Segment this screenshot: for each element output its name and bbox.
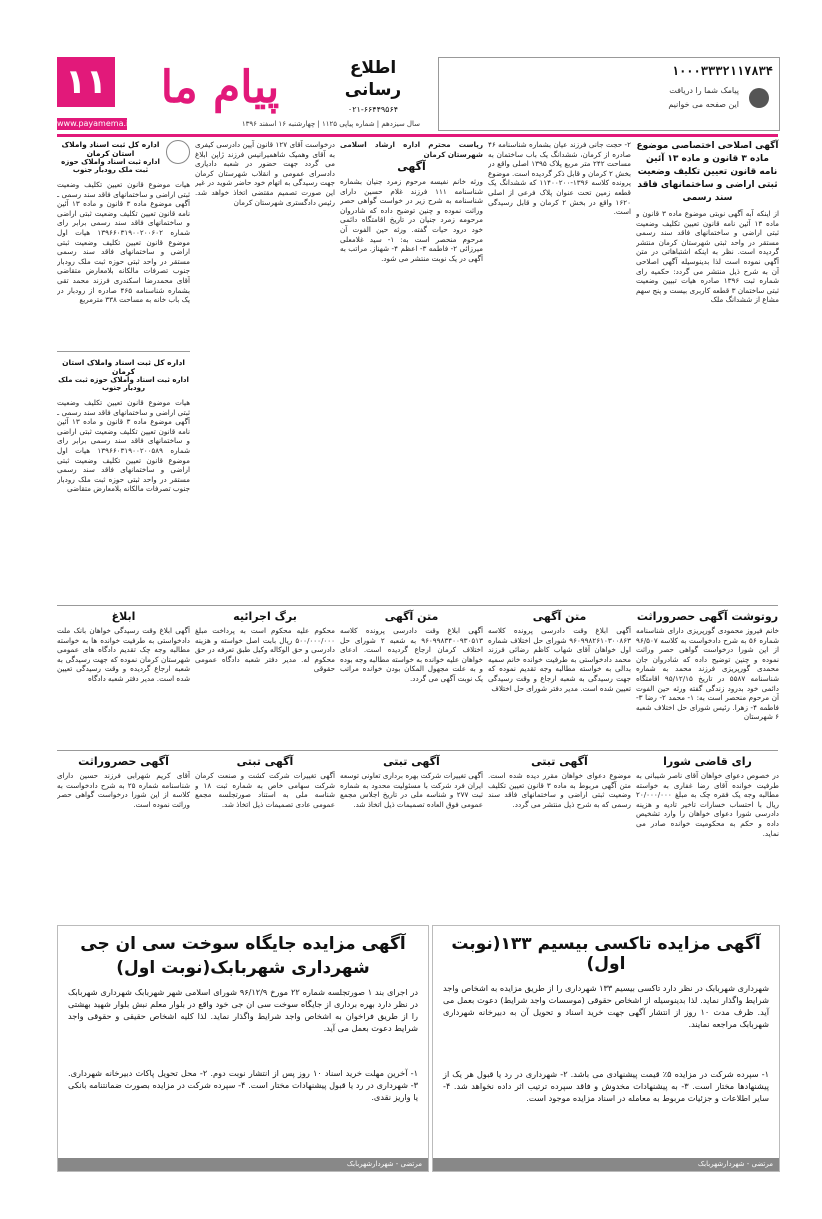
col5-body-1: هیات موضوع قانون تعیین تکلیف وضعیت ثبتی اراضی و ساختمانهای فاقد سند رسمی ـ آگهی موضوع ماده ۳ قانون و ماده ۱۳ آئین نامه قانون تعیین تکلیف وضعیت ثبتی اراضی و ساختمانهای فاقد سند رسمی برابر رای شماره ۱۳۹۶۶۰۳۱۹۰۰۲۰۰۶۰۲ هیات اول موضوع قانون تعیین تکلیف وضعیت ثبتی اراضی و ساختمانهای فاقد سند رسمی مستقر در واحد ثبتی حوزه ثبت ملک رودبار جنوب تصرفات مالکانه بلامعارض متقاضی آقای محمدرضا اسکندری فرزند محمد تقی بشماره شناسنامه ۴۶۵ صادره از رودبار در یک باب خانه به مساحت ۳۳۸ مترمربع <box>57 180 190 305</box>
cng-auction-sign: مرتضی - شهردارشهربابک <box>58 1158 428 1171</box>
registry-seal-icon <box>166 140 190 164</box>
col4-notice <box>195 140 335 600</box>
cng-auction-list: ۱- آخرین مهلت خرید اسناد ۱۰ روز پس از انتشار نوبت دوم. ۲- محل تحویل پاکات دبیرخانه شهرداری. ۳- شهرداری در رد یا قبول پیشنهادات مختار است. ۴- سپرده شرکت در مزایده بصورت ضمانتنامه بانکی یا واریز نقدی. <box>68 1068 418 1102</box>
mid-text-4: محکوم علیه محکوم است به پرداخت مبلغ ۵۰۰/۰۰۰/۰۰۰ ریال بابت اصل خواسته و هزینه دادرسی و حق الوکاله وکیل طبق تعرفه در حق محکوم له. مدیر دفتر شعبه دادگاه عمومی حقوقی <box>195 626 335 674</box>
col5-title-2: اداره کل ثبت اسناد واملاک استان کرمان <box>62 358 185 376</box>
sms-line-1: پیامک شما را دریافت <box>669 86 739 95</box>
sms-box <box>438 57 780 131</box>
third-text-4: آگهی تغییرات شرکت کشت و صنعت کرمان شرکت سهامی خاص به شماره ثبت ۱۸ و شناسه ملی به استناد صورتجلسه مجمع عمومی عادی تصمیمات ذیل اتخاذ شد. <box>195 771 335 809</box>
col5-subtitle-1: اداره ثبت اسناد واملاک حوزه ثبت ملک رودبار جنوب <box>61 158 160 174</box>
cng-auction-body: در اجرای بند ۱ صورتجلسه شماره ۲۲ مورخ ۹۶/۱۲/۹ شورای اسلامی شهر شهربابک شهرداری شهربابک در نظر دارد بهره برداری از جایگاه سوخت سی ان جی خود واقع در بلوار معلم نبش بلوار شهید بهشتی را از طریق فراخوان به اشخاص واجد شرایط واگذار نماید. لذا کلیه اشخاص حقیقی و حقوقی واجد شرایط دعوت بعمل می آید. <box>68 987 418 1033</box>
ad-info-title: اطلاع رسانی <box>344 58 402 100</box>
third-notice-1 <box>636 755 779 915</box>
mid-text-5: آگهی ابلاغ وقت رسیدگی خواهان بانک ملت دادخواستی به طرفیت خوانده ها به خواسته مطالبه وجه چک تقدیم دادگاه های عمومی شهرستان کرمان نموده که جهت رسیدگی به شعبه ارجاع گردیده و وقت رسیدگی تعیین شده است. مدیر دفتر شعبه دادگاه <box>57 626 190 683</box>
mid-title-4: برگ اجرائیه <box>233 610 297 623</box>
taxi-auction-title: آگهی مزایده تاکسی بیسیم ۱۳۳(نوبت اول) <box>451 934 761 974</box>
page-number: ۱۱ <box>57 57 115 107</box>
newspaper-logo: پیام ما <box>160 61 280 113</box>
third-title-2: آگهی تبتی <box>531 755 588 768</box>
ad-info-box <box>333 57 413 129</box>
sms-line-2: این صفحه می خوانیم <box>668 100 739 109</box>
col1-title: آگهی اصلاحی اختصاصی موضوع ماده ۳ قانون و ماده ۱۳ آئین نامه قانون تعیین تکلیف وضعیت ثبتی اراضی و ساختمانهای فاقد سند رسمی <box>636 141 779 203</box>
third-notice-2 <box>488 755 631 915</box>
website-url[interactable]: www.payamema.ir <box>57 119 132 128</box>
third-row-rule <box>57 750 778 751</box>
taxi-auction-sign: مرتضی - شهردارشهربابک <box>433 1158 779 1171</box>
third-notice-4 <box>195 755 335 915</box>
col1-body: از اینکه آبه آگهی نوبتی موضوع ماده ۳ قانون و ماده ۱۳ آئین نامه قانون تعیین تکلیف وضعیت ثبتی اراضی و ساختمانهای فاقد سند رسمی مستقر در واحد ثبتی شهرستان کرمان منتشر گردیده است. نظر به اینکه اشتباهاتی در متن آگهی نموده است لذا بدینوسیله آگهی اصلاحی آن به شرح ذیل منتشر می گردد: حکمیه رای شماره ثبت ۱۳۹۶ صادره هیات تبیین وضعیت ثبتی ساختمان ۳ قطعه کاربری بیست و پنج سهم مشاع از ششدانگ ملک <box>636 209 779 305</box>
third-title-1: رای قاضی شورا <box>663 755 752 768</box>
col3-header-right: ریاست محترم اداره ارشاد اسلامی شهرستان کرمان <box>340 140 483 159</box>
mid-row-rule <box>57 605 778 606</box>
mid-title-2: متن آگهی <box>532 610 587 623</box>
mid-notice-5 <box>57 610 190 745</box>
ad-info-phone: ۰۲۱-۶۶۴۴۹۵۶۴ <box>347 105 399 114</box>
col4-body: درخواست آقای ۱۲۷ قانون آیین دادرسی کیفری به آقای وهمیک شاهمیرانیس فرزند ژاپن ابلاغ می گردد جهت حضور در شعبه دادیاری دادسرای عمومی و انقلاب شهرستان کرمان جهت رسیدگی به اتهام خود حاضر شوید در غیر این صورت تصمیم مقتضی اتخاذ خواهد شد. رئیس دادگستری شهرستان کرمان <box>195 140 335 207</box>
third-text-5: آقای کریم شهرابی فرزند حسین دارای شناسنامه شماره ۲۵ به شرح دادخواست به کلاسه از این شورا درخواست گواهی حصر وراثت نموده است. <box>57 771 190 809</box>
mid-title-5: ابلاغ <box>111 610 136 623</box>
mid-title-3: متن آگهی <box>384 610 439 623</box>
taxi-auction-list: ۱- سپرده شرکت در مزایده ۵٪ قیمت پیشنهادی می باشد. ۲- شهرداری در رد یا قبول هر یک از پیشنهادها مختار است. ۳- به پیشنهادات مخدوش و فاقد سپرده ترتیب اثر داده نخواهد شد. ۴- سایر اطلاعات و جزئیات مربوط به معامله در اسناد مزایده موجود است. <box>443 1069 769 1103</box>
col3-body: ورثه خانم نفیسه مرحوم زمرد جنیان بشماره شناسنامه ۱۱۱ فرزند غلام حسین دارای شناسنامه به شرح زیر در خواست گواهی حصر وراثت نموده و چنین توضیح داده که شادروان مرحومه زمرد جنیان در تاریخ اقامتگاه دائمی خود درود حیات گفته. ورثه حین الفوت آن مرحوم منحصر است به: ۱- سید غلامعلی میرزائی ۲- فاطمه ۳- اعظم ۴- شهناز. مراتب به آگهی در یک نوبت منتشر می شود. <box>340 177 483 263</box>
mid-notice-3 <box>340 610 483 745</box>
mid-text-2: آگهی ابلاغ وقت دادرسی پرونده کلاسه ۹۶۰۹۹۸۲۶۱۰۳۰۰۸۶۳ شورای حل اختلاف شماره اول خواهان آقای شهاب کاظم رضائی فرزند محمد دادخواستی به طرفیت خوانده خانم سمیه بدالی به خواسته مطالبه وجه تقدیم نموده که جهت رسیدگی به شعبه ارجاع و وقت رسیدگی تعیین شده است. مدیر دفتر شورای حل اختلاف <box>488 626 631 693</box>
header-rule <box>57 134 778 137</box>
cng-auction-ad <box>57 925 429 1172</box>
taxi-auction-body: شهرداری شهربابک در نظر دارد تاکسی بیسیم ۱۳۳ شهرداری را از طریق مزایده به اشخاص واجد شرایط واگذار نماید. لذا بدینوسیله از اشخاص حقوقی (موسسات واجد شرایط) دعوت بعمل می آید. ظرف مدت ۱۰ روز از انتشار آگهی جهت خرید اسناد و تحویل آن به دبیرخانه شهرداری شهربابک مراجعه نمایند. <box>443 983 769 1029</box>
issue-line: سال سیزدهم | شماره پیاپی ۱۱۲۵ | چهارشنبه ۱۶ اسفند ۱۳۹۶ <box>241 120 420 128</box>
mid-notice-1 <box>636 610 779 745</box>
col2-body: ۲- حجت جانی فرزند عیان بشماره شناسنامه ۴۶ صادره از کرمان، ششدانگ یک باب ساختمان به مساحت ۲۴۲ متر مربع پلاک ۱۳۹۵ اصلی واقع در بخش ۲ کرمان و قابل ذکر گردیده است. موضوع پرونده کلاسه ۱۳۹۶-۱۱۴۰۰۲۰۰ که ششدانگ یک قطعه زمین تحت عنوان پلاک فرعی از اصلی ۱۶۲۰ واقع در بخش ۲ کرمان و قابل رسیدگی است. <box>488 140 631 217</box>
sms-number: ۱۰۰۰۳۳۳۲۱۱۷۸۳۴ <box>671 64 773 78</box>
third-text-2: موضوع دعوای خواهان مقرر دیده شده است. متن آگهی مربوط به ماده ۳ قانون تعیین تکلیف وضعیت ثبتی اراضی و ساختمانهای فاقد سند رسمی که به شرح ذیل منتشر می گردد. <box>488 771 631 809</box>
col3-header-left: آگهی <box>397 160 426 173</box>
taxi-auction-ad <box>432 925 780 1172</box>
third-title-5: آگهی حصروراثت <box>78 755 169 768</box>
col5-notices <box>57 140 190 600</box>
mid-notice-4 <box>195 610 335 745</box>
col5-body-2: هیات موضوع قانون تعیین تکلیف وضعیت ثبتی اراضی و ساختمانهای فاقد سند رسمی ـ آگهی موضوع ماده ۳ قانون و ماده ۱۳ آئین نامه قانون تعیین تکلیف وضعیت ثبتی اراضی و ساختمانهای فاقد سند رسمی برابر رای شماره ۱۳۹۶۶۰۳۱۹۰۰۲۰۰۵۸۹ هیات اول موضوع قانون تعیین تکلیف وضعیت ثبتی اراضی و ساختمانهای فاقد سند رسمی مستقر در واحد ثبتی حوزه ثبت ملک رودبار جنوب تصرفات مالکانه بلامعارض متقاضی <box>57 398 190 494</box>
third-title-3: آگهی تبتی <box>383 755 440 768</box>
sms-icon <box>749 88 769 108</box>
col5-subtitle-2: اداره ثبت اسناد واملاک حوزه ثبت ملک رودبار جنوب <box>58 376 189 392</box>
mid-title-1: روتوشت آگهی حصروراثت <box>636 610 779 623</box>
third-notice-5 <box>57 755 190 915</box>
col3-notice <box>340 140 483 600</box>
col1-notice <box>636 140 779 600</box>
col2-notice <box>488 140 631 600</box>
third-title-4: آگهی تبتی <box>236 755 294 768</box>
third-text-1: در خصوص دعوای خواهان آقای ناصر شیبانی به طرفیت خوانده آقای رضا غفاری به خواسته مطالبه وجه یک فقره چک به مبلغ ۲۰/۰۰۰/۰۰۰ ریال با احتساب خسارات تاخیر تادیه و هزینه دادرسی شورا دعوای خواهان را وارد تشخیص داده و حکم به محکومیت خوانده صادر می نماید. <box>636 771 779 838</box>
cng-auction-title: آگهی مزایده جایگاه سوخت سی ان جی شهرداری شهربابک(نوبت اول) <box>80 934 406 978</box>
mid-text-1: خانم فیروز محمودی گورپریزی دارای شناسنامه شماره ۵۶ به شرح دادخواست به کلاسه ۹۶/۵۰۷ از این شورا درخواست گواهی حصر وراثت نموده و چنین توضیح داده که شادروان جان محمدی گورپریزی فرزند محمد به شماره شناسنامه ۵۵۸۷ در تاریخ ۹۵/۱۲/۱۵ اقامتگاه دائمی خود بدرود زندگی گفته ورثه حین الفوت آن مرحوم منحصر است به: ۱- محمد ۲- رضا ۳- فاطمه ۴- زهرا. رئیس شورای حل اختلاف شعبه ۶ شهرستان <box>636 626 779 722</box>
third-notice-3 <box>340 755 483 915</box>
mid-text-3: آگهی ابلاغ وقت دادرسی پرونده کلاسه ۹۶۰۹۹۸۳۴۰۰۹۳۰۵۱۳ به شعبه ۲ شورای حل اختلاف کرمان ارجاع گردیده است. ادعای خواهان علیه خوانده به خواسته مطالبه وجه بوده و به علت مجهول المکان بودن خوانده مراتب یک نوبت آگهی می گردد. <box>340 626 483 683</box>
col5-title-1: اداره کل ثبت اسناد واملاک استان کرمان <box>61 140 160 158</box>
third-text-3: آگهی تغییرات شرکت بهره برداری تعاونی توسعه ایران فرد شرکت با مسئولیت محدود به شماره ثبت ۲۷۷ و شناسه ملی در تاریخ اجلاس مجمع عمومی فوق العاده تصمیمات ذیل اتخاذ شد. <box>340 771 483 809</box>
mid-notice-2 <box>488 610 631 745</box>
divider <box>57 351 190 352</box>
